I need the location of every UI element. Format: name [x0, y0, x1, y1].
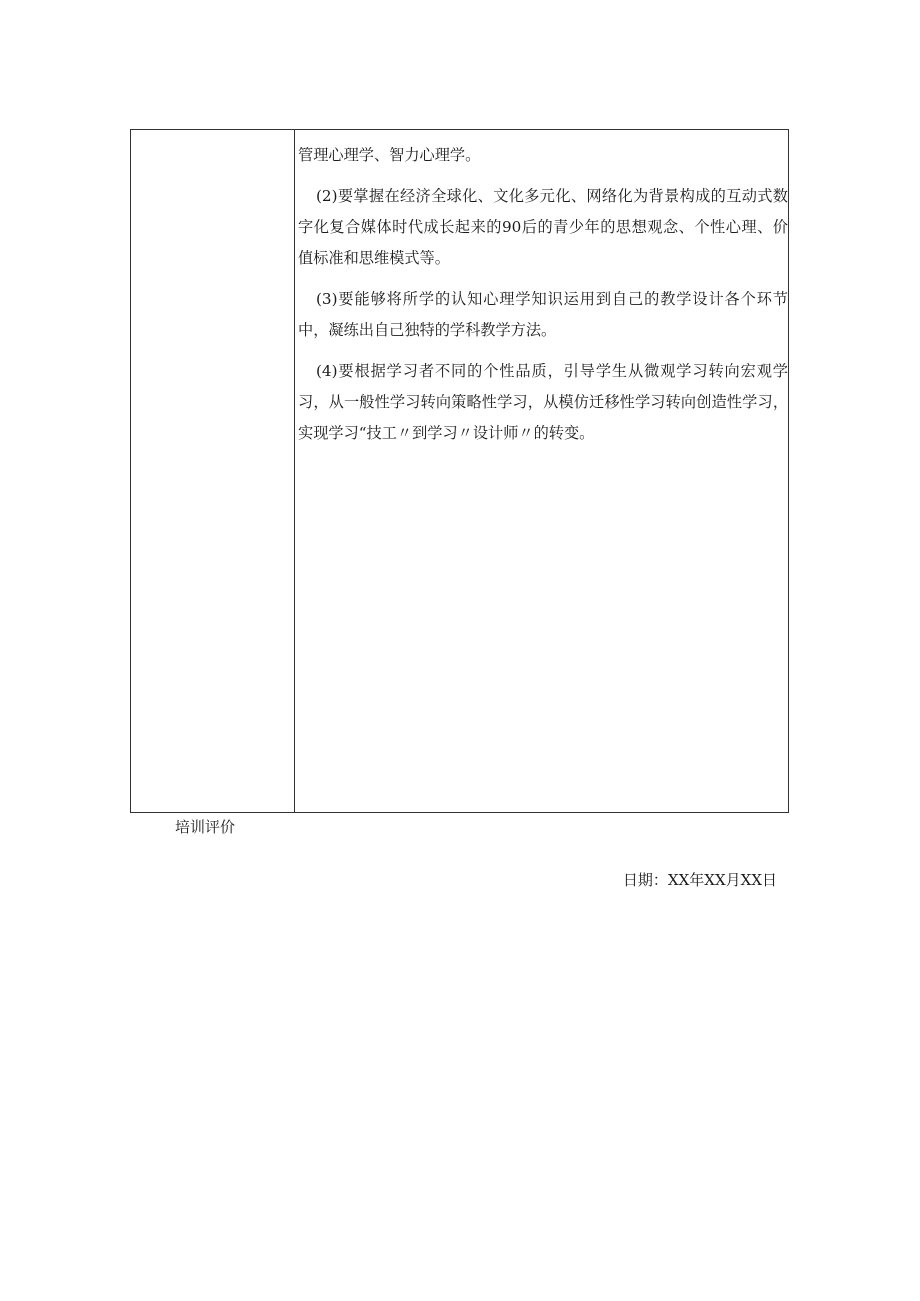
date-line: 日期：XX年XX月XX日	[622, 871, 777, 889]
paragraph-continuation: 管理心理学、智力心理学。	[298, 146, 481, 164]
paragraph-item-3: (3)要能够将所学的认知心理学知识运用到自己的教学设计各个环节中，凝练出自己独特的学科教学方法。	[298, 290, 788, 339]
content-table	[130, 129, 789, 813]
table-left-cell	[131, 130, 295, 812]
training-evaluation-label: 培训评价	[175, 818, 236, 836]
paragraph-item-2: (2)要掌握在经济全球化、文化多元化、网络化为背景构成的互动式数字化复合媒体时代成长起来的90后的青少年的思想观念、个性心理、价值标准和思维模式等。	[298, 187, 788, 267]
table-right-cell	[295, 130, 788, 812]
paragraph-item-4: (4)要根据学习者不同的个性品质，引导学生从微观学习转向宏观学习，从一般性学习转向策略性学习，从模仿迁移性学习转向创造性学习，实现学习“技工〃到学习〃设计师〃的转变。	[298, 362, 788, 442]
